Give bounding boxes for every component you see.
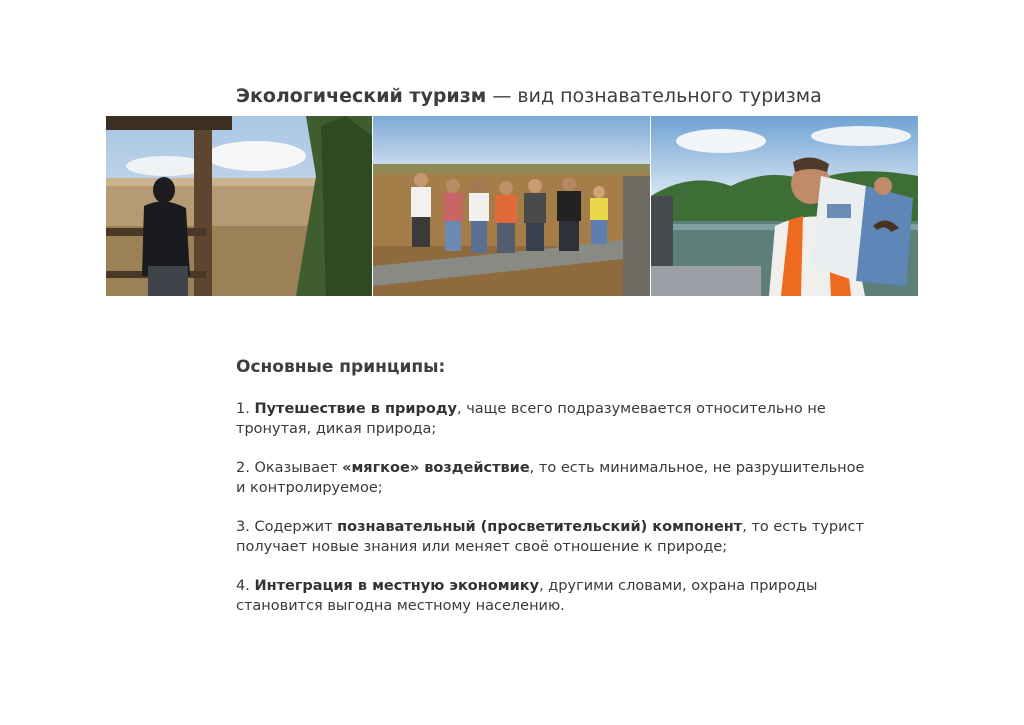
principle-prefix: 4.: [236, 578, 255, 594]
principle-prefix: 1.: [236, 401, 255, 417]
principle-item: [236, 576, 876, 616]
principle-text: , чаще всего подразумевается относительно не тронутая, дикая природа;: [236, 401, 826, 437]
principle-prefix: 2. Оказывает: [236, 460, 343, 476]
title-rest: — вид познавательного туризма: [486, 85, 822, 107]
photo-strip: [106, 116, 918, 296]
principle-text: , то есть минимальное, не разрушительное и контролируемое;: [236, 460, 865, 496]
principle-bold: Путешествие в природу: [254, 401, 458, 417]
guide-with-book-photo: [651, 116, 918, 296]
principle-item: [236, 517, 876, 557]
principle-item: [236, 458, 876, 498]
principle-text: , другими словами, охрана природы становится выгодна местному населению.: [236, 578, 818, 614]
principles-list: [236, 399, 876, 635]
principle-item: [236, 399, 876, 439]
principle-prefix: 3. Содержит: [236, 519, 338, 535]
principle-bold: «мягкое» воздействие: [342, 460, 530, 476]
tourist-group-photo: [373, 116, 650, 296]
title-bold: Экологический туризм: [236, 85, 487, 107]
page-title: [236, 84, 822, 108]
observation-tower-photo: [106, 116, 372, 296]
principles-heading: Основные принципы:: [236, 357, 446, 377]
principle-bold: познавательный (просветительский) компонент: [337, 519, 743, 535]
principle-text: , то есть турист получает новые знания или меняет своё отношение к природе;: [236, 519, 864, 555]
principle-bold: Интеграция в местную экономику: [254, 578, 540, 594]
